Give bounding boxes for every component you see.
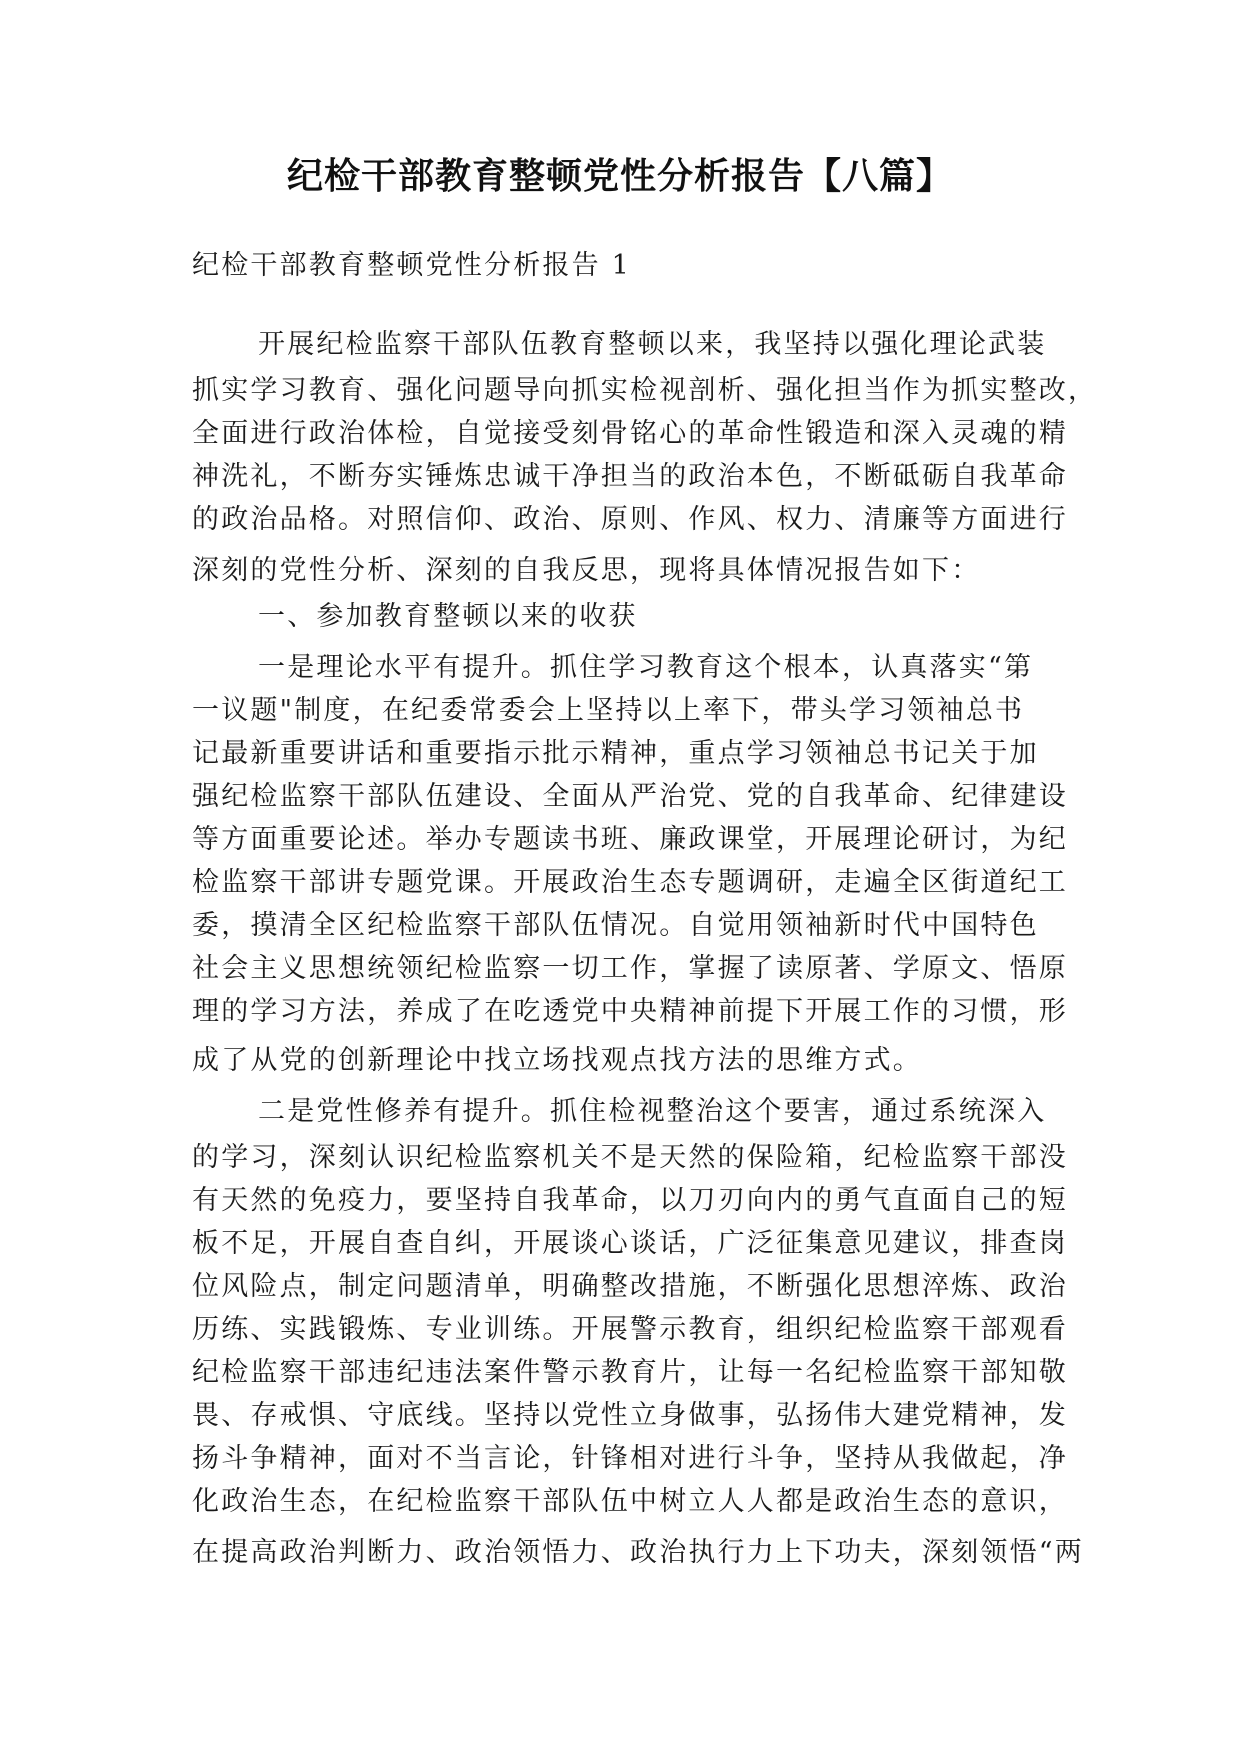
text-line: 位风险点，制定问题清单，明确整改措施，不断强化思想淬炼、政治 bbox=[192, 1271, 1068, 1302]
text-line: 纪检监察干部违纪违法案件警示教育片，让每一名纪检监察干部知敬 bbox=[192, 1357, 1068, 1388]
text-line: 抓实学习教育、强化问题导向抓实检视剖析、强化担当作为抓实整改， bbox=[192, 375, 1098, 406]
text-line: 的政治品格。对照信仰、政治、原则、作风、权力、清廉等方面进行 bbox=[192, 504, 1068, 535]
report-subtitle: 纪检干部教育整顿党性分析报告 1 bbox=[192, 250, 631, 281]
text-line: 开展纪检监察干部队伍教育整顿以来，我坚持以强化理论武装 bbox=[258, 329, 1047, 360]
text-line: 历练、实践锻炼、专业训练。开展警示教育，组织纪检监察干部观看 bbox=[192, 1314, 1068, 1345]
text-line: 一是理论水平有提升。抓住学习教育这个根本，认真落实“第 bbox=[258, 652, 1034, 683]
section-heading: 一、参加教育整顿以来的收获 bbox=[258, 601, 638, 632]
text-line: 扬斗争精神，面对不当言论，针锋相对进行斗争，坚持从我做起，净 bbox=[192, 1443, 1068, 1474]
text-line: 有天然的免疫力，要坚持自我革命，以刀刃向内的勇气直面自己的短 bbox=[192, 1185, 1068, 1216]
text-line: 检监察干部讲专题党课。开展政治生态专题调研，走遍全区街道纪工 bbox=[192, 867, 1068, 898]
text-line: 等方面重要论述。举办专题读书班、廉政课堂，开展理论研讨，为纪 bbox=[192, 824, 1068, 855]
text-line: 记最新重要讲话和重要指示批示精神，重点学习领袖总书记关于加 bbox=[192, 738, 1039, 769]
text-line: 板不足，开展自查自纠，开展谈心谈话，广泛征集意见建议，排查岗 bbox=[192, 1228, 1068, 1259]
text-line: 成了从党的创新理论中找立场找观点找方法的思维方式。 bbox=[192, 1045, 922, 1076]
text-line: 二是党性修养有提升。抓住检视整治这个要害，通过系统深入 bbox=[258, 1096, 1047, 1127]
text-line: 社会主义思想统领纪检监察一切工作，掌握了读原著、学原文、悟原 bbox=[192, 953, 1068, 984]
text-line: 委，摸清全区纪检监察干部队伍情况。自觉用领袖新时代中国特色 bbox=[192, 910, 1039, 941]
text-line: 畏、存戒惧、守底线。坚持以党性立身做事，弘扬伟大建党精神，发 bbox=[192, 1400, 1068, 1431]
text-line: 神洗礼，不断夯实锤炼忠诚干净担当的政治本色，不断砥砺自我革命 bbox=[192, 461, 1068, 492]
text-line: 强纪检监察干部队伍建设、全面从严治党、党的自我革命、纪律建设 bbox=[192, 781, 1068, 812]
document-title: 纪检干部教育整顿党性分析报告【八篇】 bbox=[286, 156, 953, 197]
text-line: 的学习，深刻认识纪检监察机关不是天然的保险箱，纪检监察干部没 bbox=[192, 1142, 1068, 1173]
text-line: 一议题"制度，在纪委常委会上坚持以上率下，带头学习领袖总书 bbox=[192, 695, 1025, 726]
text-line: 深刻的党性分析、深刻的自我反思，现将具体情况报告如下： bbox=[192, 555, 981, 586]
text-line: 全面进行政治体检，自觉接受刻骨铭心的革命性锻造和深入灵魂的精 bbox=[192, 418, 1068, 449]
text-line: 在提高政治判断力、政治领悟力、政治执行力上下功夫，深刻领悟“两 bbox=[192, 1537, 1085, 1568]
text-line: 化政治生态，在纪检监察干部队伍中树立人人都是政治生态的意识， bbox=[192, 1486, 1068, 1517]
text-line: 理的学习方法，养成了在吃透党中央精神前提下开展工作的习惯，形 bbox=[192, 996, 1068, 1027]
